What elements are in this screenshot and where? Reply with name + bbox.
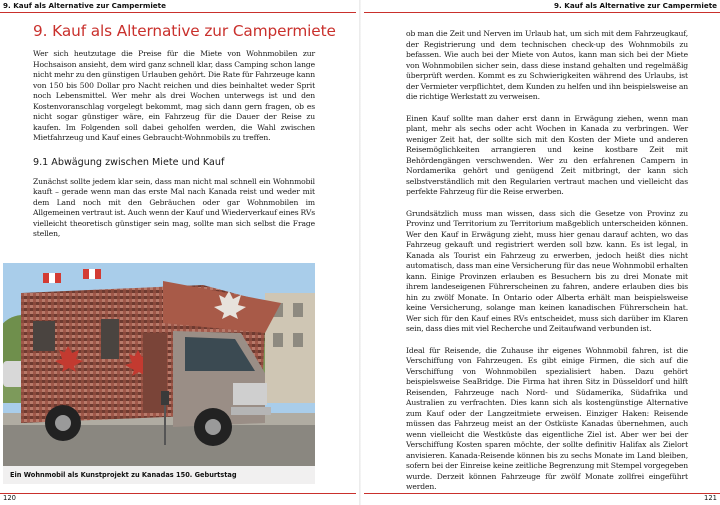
rv-photo (3, 263, 315, 484)
paragraph-4: Ideal für Reisende, die Zuhause ihr eigenes Wohnmobil fahren, ist die Verschiffung von Fahrzeugen. Es gibt einige Firmen, die sich auf die Verschiffung von Wohnmobilen spezialisiert haben. Dazu gehört beispielsweise SeaBridge. Die Firma hat ihren Sitz in Düsseldorf und hilft Reisenden, Fahrzeuge nach Nord- und Südamerika, Südafrika und Australien zu verfrachten. Dies kann sich als kostengünstige Alternative zum Kauf oder der Langzeitmiete erweisen. Einziger Haken: Reisende müssen das Fahrzeug meist an der Ostküste Kanadas übernehmen, auch wenn vielleicht die Westküste das eigentliche Ziel ist. Aber wer bei der Verschiffung Kosten sparen möchte, der sollte definitiv Halifax als Zielort anvisieren. Kanada-Reisende können bis zu sechs Monate im Land bleiben, sofern bei der Einreise keine zeitliche Begrenzung mit Stempel vorgegeben wurde. Derzeit können Fahrzeuge für zwölf Monate zollfrei eingeführt werden. (406, 345, 688, 491)
rv-illustration (3, 263, 315, 484)
section-paragraph: Zunächst sollte jedem klar sein, dass man nicht mal schnell ein Wohnmobil kauft – gerade wenn man das erste Mal nach Kanada reist und weder mit dem Land noch mit den Gebräuchen oder gar Wohnmobilen im Allgemeinen vertraut ist. Auch wenn der Kauf und Wiederverkauf eines RVs vielleicht theoretisch günstiger sein mag, sollte man sich selbst die Frage stellen, (33, 176, 315, 238)
book-gutter (359, 0, 361, 505)
running-head-right: 9. Kauf als Alternative zur Campermiete (554, 1, 717, 10)
paragraph-3: Grundsätzlich muss man wissen, dass sich die Gesetze von Provinz zu Provinz und Territorium zu Territorium maßgeblich unterscheiden können. Wer den Kauf in Erwägung zieht, muss hier genau darauf achten, wo das Fahrzeug gekauft und registriert werden soll bzw. kann. Es ist legal, in Kanada als Tourist ein Fahrzeug zu erwerben, jedoch heißt dies nicht automatisch, dass man eine Versicherung für das neue Wohnmobil erhalten kann. Einige Provinzen erlauben es Besuchern bis zu drei Monate mit ihrem landeseigenen Führerscheinen zu fahren, andere erlauben dies bis hin zu zwölf Monate. In Ontario oder Alberta erhält man beispielsweise keine Versicherung, solange man keinen kanadischen Führerschein hat. Wer sich für den Kauf eines RVs entscheidet, muss sich darüber im Klaren sein, dass dies mit viel Recherche und Zeitaufwand verbunden ist. (406, 208, 688, 333)
intro-paragraph: Wer sich heutzutage die Preise für die Miete von Wohnmobilen zur Hochsaison ansieht, dem wird ganz schnell klar, dass Camping schon lange nicht mehr zu den günstigen Urlauben gehört. Die Rate für Fahrzeuge kann von 150 bis 500 Dollar pro Nacht reichen und dies beinhaltet weder Sprit noch Lebensmittel. Wer mehr als drei Wochen unterwegs ist und den Kostenvoranschlag vorgelegt bekommt, mag sich dann gern fragen, ob es nicht sogar günstiger wäre, ein Fahrzeug für die Dauer der Reise zu kaufen. Im Folgenden soll dabei geholfen werden, die Wahl zwischen Mietfahrzeug und Kauf eines Gebraucht-Wohnmobils zu treffen. (33, 49, 315, 142)
paragraph-2: Einen Kauf sollte man daher erst dann in Erwägung ziehen, wenn man plant, mehr als sechs oder acht Wochen in Kanada zu verbringen. Wer weniger Zeit hat, der sollte sich mit den Kosten der Miete und anderen Reisemöglichkeiten arrangieren und keine kostbare Zeit mit Behördengängen verschwenden. Wer zu den erfahrenen Campern in Nordamerika gehört und genügend Zeit mitbringt, der kann sich selbstverständlich mit den Regularien vertraut machen und vielleicht das perfekte Fahrzeug für die Reise erwerben. (406, 113, 688, 196)
paragraph-1: ob man die Zeit und Nerven im Urlaub hat, um sich mit dem Fahrzeugkauf, der Registrierung und dem technischen check-up des Wohnmobils zu befassen. Wie auch bei der Miete von Autos, kann man sich bei der Miete von Wohnmobilen sicher sein, dass diese instand gehalten und regelmäßig überprüft werden. Kommt es zu Schwierigkeiten während des Urlaubs, ist der Vermieter verpflichtet, dem Kunden zu helfen und ihn beispielsweise an die richtige Werkstatt zu verweisen. (406, 29, 688, 101)
footer-rule-left (0, 493, 356, 494)
chapter-title: 9. Kauf als Alternative zur Campermiete (33, 22, 336, 40)
running-head-left: 9. Kauf als Alternative zur Campermiete (3, 1, 166, 10)
left-page-column (33, 22, 336, 240)
footer-rule-right (364, 493, 720, 494)
photo-caption: Ein Wohnmobil als Kunstprojekt zu Kanadas 150. Geburtstag (3, 466, 315, 484)
header-rule-right (364, 12, 720, 13)
page-number-right: 121 (704, 494, 717, 502)
page-number-left: 120 (3, 494, 16, 502)
right-page-column (406, 29, 688, 504)
header-rule-left (0, 12, 356, 13)
section-heading: 9.1 Abwägung zwischen Miete und Kauf (33, 156, 225, 168)
